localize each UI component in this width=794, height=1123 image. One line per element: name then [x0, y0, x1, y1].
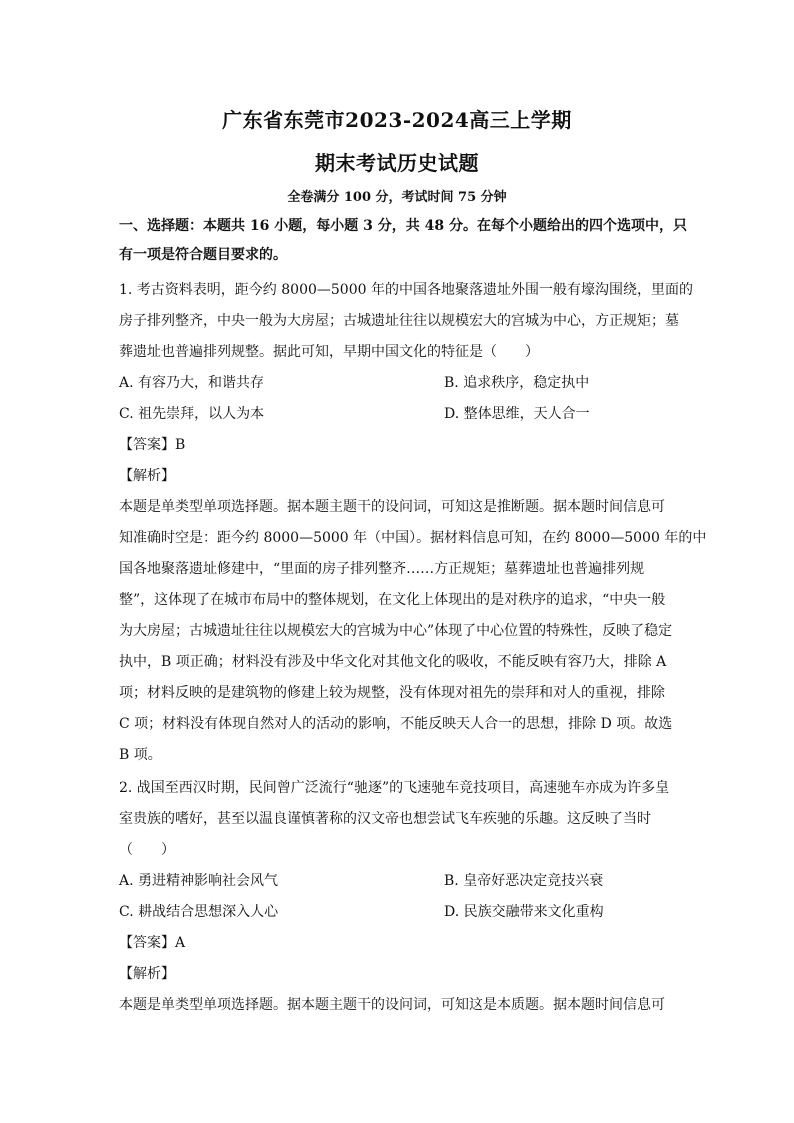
- q1-analysis-line: 国各地聚落遗址修建中，“里面的房子排列整齐……方正规矩；墓葬遗址也普遍排列规: [119, 561, 645, 577]
- document-title-line2: 期末考试历史试题: [315, 151, 479, 175]
- q2-option-d: D. 民族交融带来文化重构: [444, 904, 604, 920]
- q1-stem-line: 葬遗址也普遍排列规整。据此可知，早期中国文化的特征是（ ）: [119, 344, 539, 360]
- q1-stem-line: 1. 考古资料表明，距今约 8000—5000 年的中国各地聚落遗址外围一般有壕沟围绕，里面的: [119, 282, 693, 298]
- q1-analysis-line: 项；材料反映的是建筑物的修建上较为规整，没有体现对祖先的崇拜和对人的重视，排除: [119, 685, 665, 701]
- q1-analysis-label: 【解析】: [119, 468, 175, 484]
- q1-option-b: B. 追求秩序，稳定执中: [444, 375, 590, 391]
- q2-analysis-line: 本题是单类型单项选择题。据本题主题干的设问词，可知这是本质题。据本题时间信息可: [119, 997, 665, 1013]
- q2-option-a: A. 勇进精神影响社会风气: [119, 873, 279, 889]
- q1-analysis-line: C 项；材料没有体现自然对人的活动的影响，不能反映天人合一的思想，排除 D 项。故选: [119, 716, 673, 732]
- q1-analysis-line: 知准确时空是：距今约 8000—5000 年（中国）。据材料信息可知，在约 8000—5000 年的中: [119, 530, 707, 546]
- document-title-line1: 广东省东莞市2023-2024高三上学期: [222, 108, 572, 132]
- q1-option-d: D. 整体思维，天人合一: [444, 406, 590, 422]
- q2-answer: 【答案】A: [119, 935, 186, 951]
- q2-option-b: B. 皇帝好恶决定竞技兴衰: [444, 873, 604, 889]
- section-heading-cont: 有一项是符合题目要求的。: [119, 247, 287, 263]
- q2-stem-line: 2. 战国至西汉时期，民间曾广泛流行“驰逐”的飞速驰车竞技项目，高速驰车亦成为许多皇: [119, 780, 670, 796]
- exam-info: 全卷满分 100 分，考试时间 75 分钟: [287, 190, 507, 205]
- section-heading: 一、选择题：本题共 16 小题，每小题 3 分，共 48 分。在每个小题给出的四个选项中，只: [119, 218, 687, 234]
- q1-option-c: C. 祖先崇拜，以人为本: [119, 406, 265, 422]
- q1-analysis-line: 整”，这体现了在城市布局中的整体规划，在文化上体现出的是对秩序的追求，“中央一般: [119, 592, 666, 608]
- q1-analysis-line: 执中，B 项正确；材料没有涉及中华文化对其他文化的吸收，不能反映有容乃大，排除 A: [119, 654, 667, 670]
- q1-option-a: A. 有容乃大，和谐共存: [119, 375, 265, 391]
- q2-stem-line: （ ）: [119, 842, 175, 858]
- q1-analysis-line: 为大房屋；古城遗址往往以规模宏大的宫城为中心”体现了中心位置的特殊性，反映了稳定: [119, 623, 673, 639]
- q2-analysis-label: 【解析】: [119, 966, 175, 982]
- q1-stem-line: 房子排列整齐，中央一般为大房屋；古城遗址往往以规模宏大的宫城为中心，方正规矩；墓: [119, 313, 679, 329]
- q1-analysis-line: B 项。: [119, 747, 162, 763]
- q2-option-c: C. 耕战结合思想深入人心: [119, 904, 279, 920]
- q1-answer: 【答案】B: [119, 437, 186, 453]
- q2-stem-line: 室贵族的嗜好，甚至以温良谨慎著称的汉文帝也想尝试飞车疾驰的乐趣。这反映了当时: [119, 811, 651, 827]
- q1-analysis-line: 本题是单类型单项选择题。据本题主题干的设问词，可知这是推断题。据本题时间信息可: [119, 499, 665, 515]
